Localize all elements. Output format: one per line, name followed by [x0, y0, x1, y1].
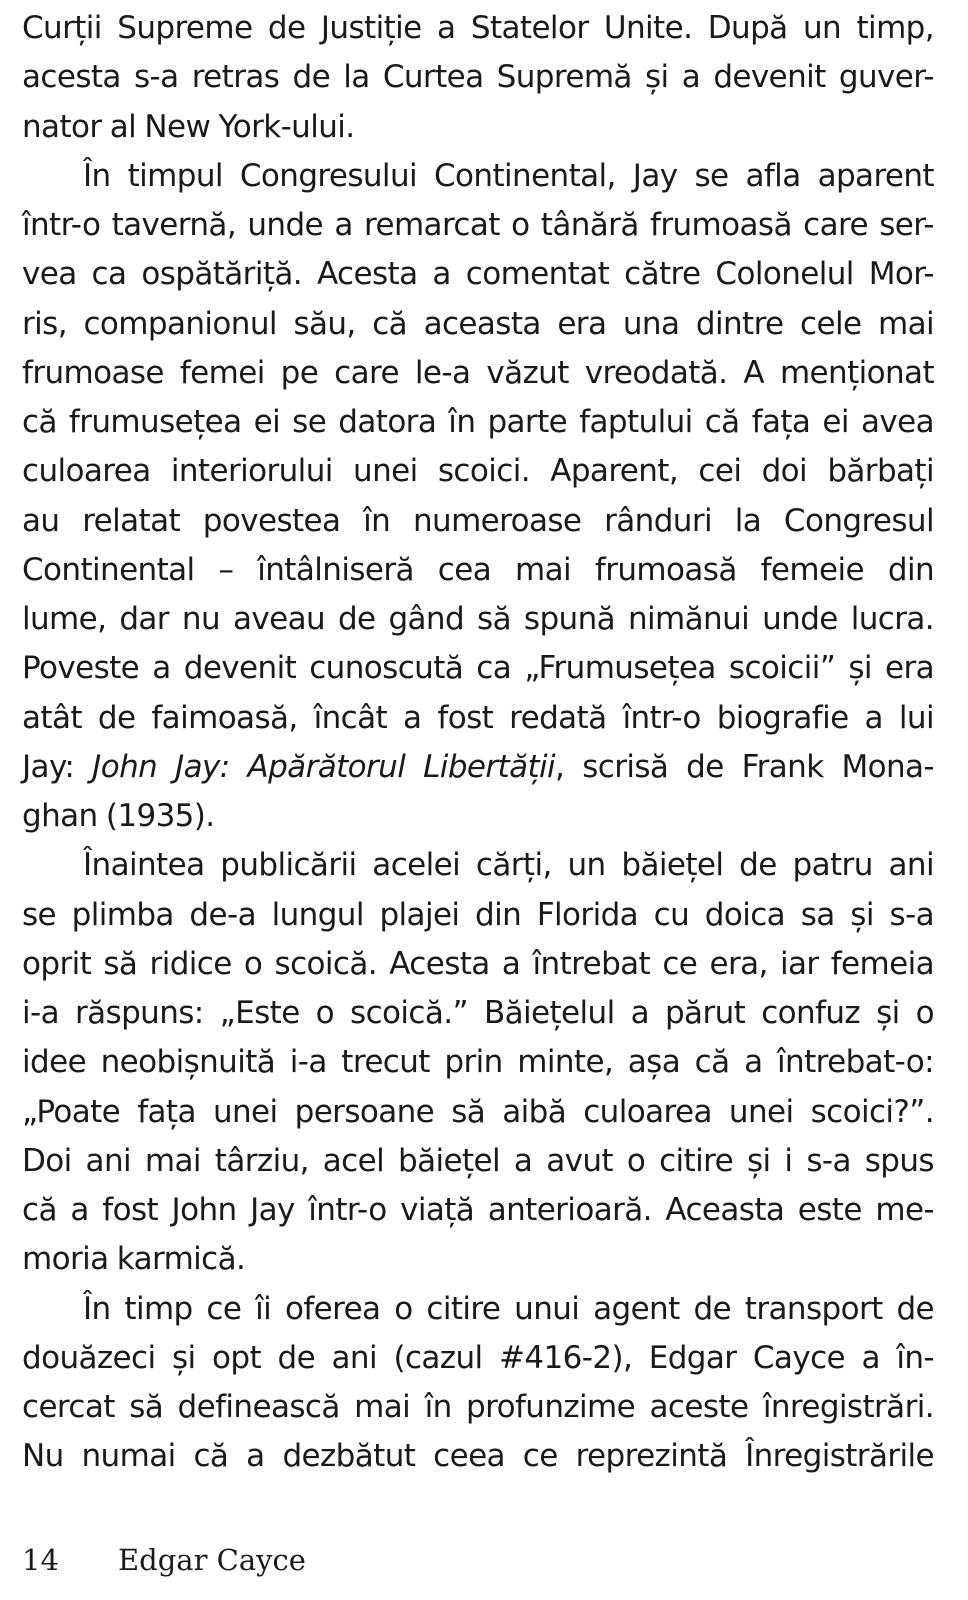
body-text: [22, 4, 934, 1482]
text-line: moria karmică.: [22, 1241, 246, 1278]
text-line: În timpul Congresului Continental, Jay se afla aparent: [83, 157, 934, 194]
text-line: „Poate fața unei persoane să aibă culoarea unei scoici?”.: [22, 1093, 934, 1130]
text-line: oprit să ridice o scoică. Acesta a întrebat ce era, iar femeia: [22, 945, 934, 982]
text-line: Continental – întâlniseră cea mai frumoasă femeie din: [22, 551, 934, 588]
text-line: culoarea interiorului unei scoici. Aparent, cei doi bărbați: [22, 453, 934, 490]
text-line: idee neobișnuită i-a trecut prin minte, așa că a întrebat-o:: [22, 1044, 934, 1081]
text-line: Curții Supreme de Justiție a Statelor Unite. După un timp,: [22, 10, 934, 46]
text-line: Înaintea publicării acelei cărți, un băiețel de patru ani: [83, 847, 934, 884]
text-line: Poveste a devenit cunoscută ca „Frumusețea scoicii” și era: [22, 650, 934, 687]
text-line: că frumusețea ei se datora în parte faptului că fața ei avea: [22, 404, 934, 440]
text-line: Jay: John Jay: Apărătorul Libertății, scrisă de Frank Mona-: [22, 748, 934, 785]
text-line: Nu numai că a dezbătut ceea ce reprezintă Înregistrările: [22, 1438, 934, 1475]
page-footer: [22, 1540, 306, 1580]
text-line: ghan (1935).: [22, 798, 215, 834]
text-line: În timp ce îi oferea o citire unui agent de transport de: [83, 1290, 934, 1327]
text-line: nator al New York-ului.: [22, 108, 355, 145]
text-line: Doi ani mai târziu, acel băiețel a avut o citire și i s-a spus: [22, 1142, 934, 1179]
text-line: lume, dar nu aveau de gând să spună nimănui unde lucra.: [22, 601, 934, 637]
text-line: i-a răspuns: „Este o scoică.” Băiețelul a părut confuz și o: [22, 995, 934, 1031]
text-line: într-o tavernă, unde a remarcat o tânără frumoasă care ser-: [22, 207, 934, 243]
text-line: frumoase femei pe care le-a văzut vreodată. A menționat: [22, 354, 934, 391]
running-head: Edgar Cayce: [118, 1543, 306, 1577]
text-line: atât de faimoasă, încât a fost redată într-o biografie a lui: [22, 699, 934, 736]
text-line: acesta s-a retras de la Curtea Supremă și a devenit guver-: [22, 59, 934, 96]
text-line: că a fost John Jay într-o viață anterioară. Aceasta este me-: [22, 1192, 934, 1228]
page-number: 14: [22, 1543, 59, 1577]
text-line: cercat să definească mai în profunzime aceste înregistrări.: [22, 1389, 934, 1425]
text-line: vea ca ospătăriță. Acesta a comentat către Colonelul Mor-: [22, 256, 934, 293]
book-title: John Jay: Apărătorul Libertății: [92, 748, 556, 785]
text-line: au relatat povestea în numeroase rânduri la Congresul: [22, 502, 934, 539]
text-line: se plimba de-a lungul plajei din Florida cu doica sa și s-a: [22, 896, 934, 933]
text-line: douăzeci și opt de ani (cazul #416-2), Edgar Cayce a în-: [22, 1339, 934, 1376]
text-line: ris, companionul său, că aceasta era una dintre cele mai: [22, 305, 934, 342]
